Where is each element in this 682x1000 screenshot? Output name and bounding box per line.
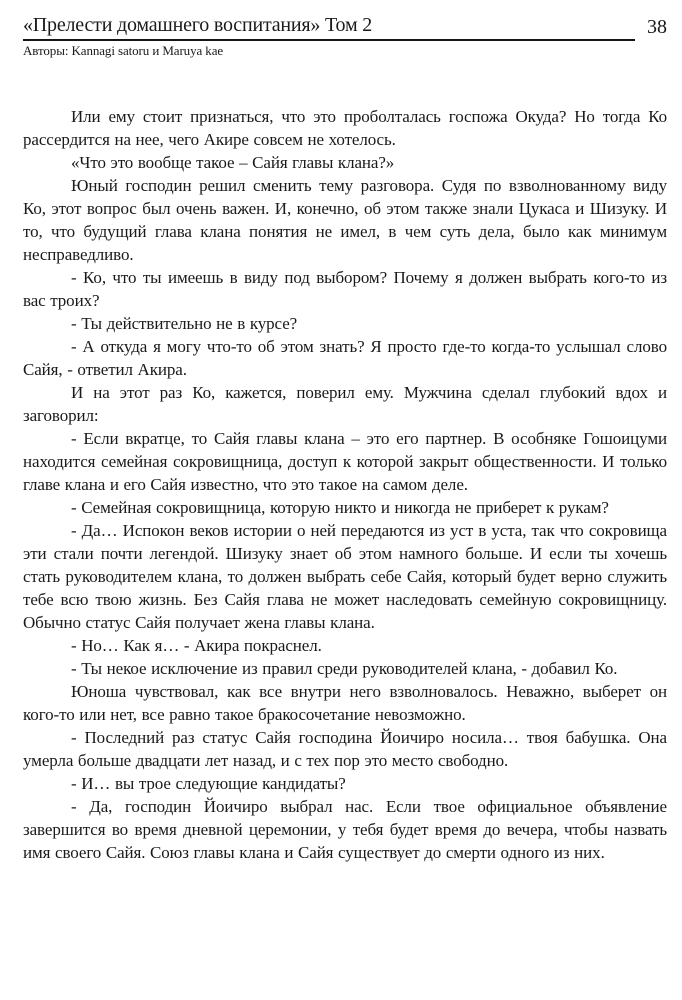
paragraph: - Ты некое исключение из правил среди руководителей клана, - добавил Ко. <box>71 659 618 678</box>
paragraph: - Ко, что ты имеешь в виду под выбором? Почему я должен выбрать кого-то из вас троих? <box>23 268 667 310</box>
paragraph: - Но… Как я… - Акира покраснел. <box>71 636 322 655</box>
paragraph: - А откуда я могу что-то об этом знать? Я просто где-то когда-то услышал слово Сайя, - ответил Акира. <box>23 337 667 379</box>
page-header <box>23 14 667 58</box>
book-title: «Прелести домашнего воспитания» Том 2 <box>23 14 635 41</box>
body-text <box>23 105 667 864</box>
paragraph: - Семейная сокровищница, которую никто и никогда не приберет к рукам? <box>71 498 609 517</box>
authors-line: Авторы: Kannagi satoru и Maruya kae <box>23 43 224 58</box>
paragraph: - Если вкратце, то Сайя главы клана – это его партнер. В особняке Гошоицуми находится семейная сокровищница, доступ к которой закрыт общественности. И только главе клана и его Сайя известно, что это такое на самом деле. <box>23 429 667 494</box>
paragraph: Или ему стоит признаться, что это проболталась госпожа Окуда? Но тогда Ко рассердится на нее, чего Акире совсем не хотелось. <box>23 107 667 149</box>
paragraph: Юноша чувствовал, как все внутри него взволновалось. Неважно, выберет он кого-то или нет, все равно такое бракосочетание невозможно. <box>23 682 667 724</box>
paragraph: - И… вы трое следующие кандидаты? <box>71 774 346 793</box>
page-number: 38 <box>647 16 667 38</box>
paragraph: - Да, господин Йоичиро выбрал нас. Если твое официальное объявление завершится во время дневной церемонии, у тебя будет время до вечера, чтобы назвать имя своего Сайя. Союз главы клана и Сайя существует до смерти одного из них. <box>23 797 667 862</box>
paragraph: - Последний раз статус Сайя господина Йоичиро носила… твоя бабушка. Она умерла больше двадцати лет назад, и с тех пор это место свободно. <box>23 728 667 770</box>
paragraph: - Да… Испокон веков истории о ней передаются из уст в уста, так что сокровища эти стали почти легендой. Шизуку знает об этом намного больше. И если ты хочешь стать руководителем клана, то должен выбрать себе Сайя, который будет верно служить тебе всю твою жизнь. Без Сайя глава не может наследовать семейную сокровищницу. Обычно статус Сайя получает жена главы клана. <box>23 521 667 632</box>
header-row <box>23 14 667 41</box>
paragraph: «Что это вообще такое – Сайя главы клана?» <box>71 153 395 172</box>
paragraph: Юный господин решил сменить тему разговора. Судя по взволнованному виду Ко, этот вопрос был очень важен. И, конечно, об этом также знали Цукаса и Шизуку. И то, что будущий глава клана понятия не имел, в чем суть дела, было как минимум несправедливо. <box>23 176 667 264</box>
paragraph: - Ты действительно не в курсе? <box>71 314 298 333</box>
paragraph: И на этот раз Ко, кажется, поверил ему. Мужчина сделал глубокий вдох и заговорил: <box>23 383 667 425</box>
